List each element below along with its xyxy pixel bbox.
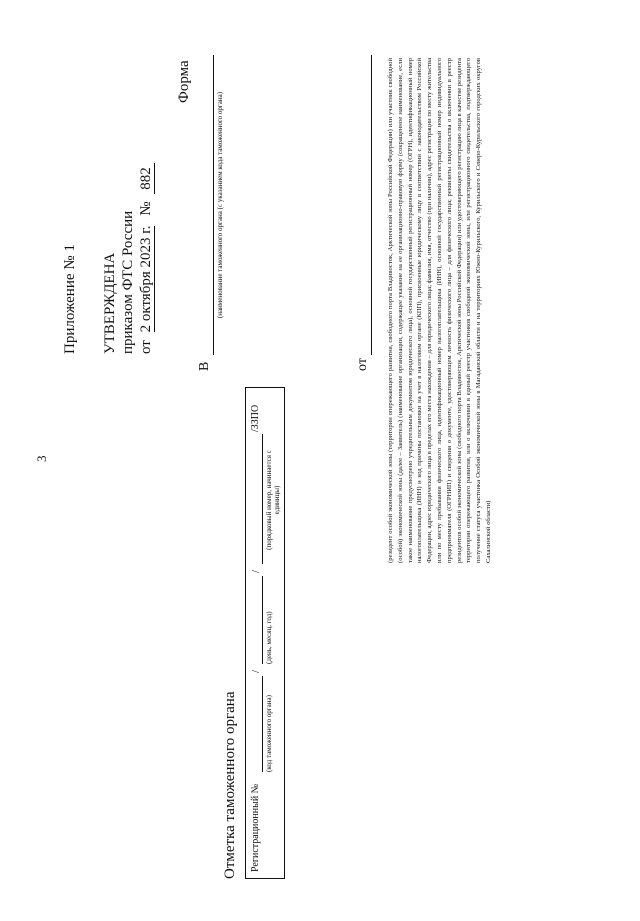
- slash-1: /: [250, 669, 262, 673]
- reg-number-label: Регистрационный №: [250, 783, 261, 872]
- to-caption: (наименование таможенного органа (с указанием кода таможенного органа): [216, 91, 224, 319]
- date-line: [262, 576, 263, 664]
- approved-order: приказом ФТС России: [120, 210, 136, 354]
- approved-prefix: от: [138, 340, 154, 354]
- to-line: [213, 55, 214, 355]
- appendix-title: Приложение № 1: [62, 244, 78, 354]
- serial-line: [262, 434, 263, 564]
- from-caption: (резидент особой экономической зоны (территории опережающего развития, свободного порта Владивосток, Арктической зоны Российской Федерации) или участник свободной (особой) экономической зоны (далее – Заявитель) (наименование организации, содержащее указание на ее организационно-правовую форму (сокращенное наименование, если такое наименование предусмотрено учредительным документом юридического лица), основной государственный регистрационный номер (ОГРН), идентификационный номер налогоплательщика (ИНН) и код причины постановки на учет в налоговом органе (КПП), присвоенные юридическому лицу в соответствии с законодательством Российской Федерации, адрес юридического лица в пределах его места нахождения – для юридического лица; фамилия, имя, отчество (при наличии), адрес регистрации по месту жительства или по месту пребывания физического лица, идентификационный номер налогоплательщика (ИНН), основной государственный регистрационный номер индивидуального предпринимателя (ОГРНИП) и сведения о документе, удостоверяющем личность физического лица – для физического лица; реквизиты свидетельства о включении в реестр резидентов особой экономической зоны (свободного порта Владивосток, Арктической зоны Российской Федерации) или удостоверяющего регистрацию лица в качестве резидента территории опережающего развития, или о включении в единый реестр участников свободной экономической зоны, или регистрационного свидетельства, подтверждающего получение статуса участника Особой экономической зоны в Магаданской области и на территориях Южно-Курильского, Курильского и Северо-Курильского городских округов Сахалинской области): [387, 58, 492, 563]
- customs-mark-box: [245, 387, 285, 879]
- from-line: [371, 55, 372, 355]
- caption-date: (день, месяц, год): [265, 611, 273, 664]
- to-label: В: [197, 361, 212, 371]
- caption-code: (код таможенного органа): [265, 695, 273, 772]
- approved-date: 2 октября 2023 г.: [138, 225, 154, 333]
- customs-mark-heading: Отметка таможенного органа: [222, 691, 238, 879]
- slash-2: /: [250, 569, 262, 573]
- caption-number: (порядковый номер, начинается с единицы): [265, 450, 281, 550]
- page-number: 3: [34, 455, 49, 462]
- code-line: [262, 676, 263, 772]
- approved-title: УТВЕРЖДЕНА: [102, 252, 118, 354]
- form-label: Форма: [176, 60, 192, 103]
- approved-no-label: №: [138, 201, 154, 216]
- from-label: от: [355, 358, 370, 371]
- reg-suffix: /ЗЗПО: [250, 404, 261, 432]
- approved-date-line: [138, 163, 155, 354]
- approved-number: 882: [138, 163, 155, 194]
